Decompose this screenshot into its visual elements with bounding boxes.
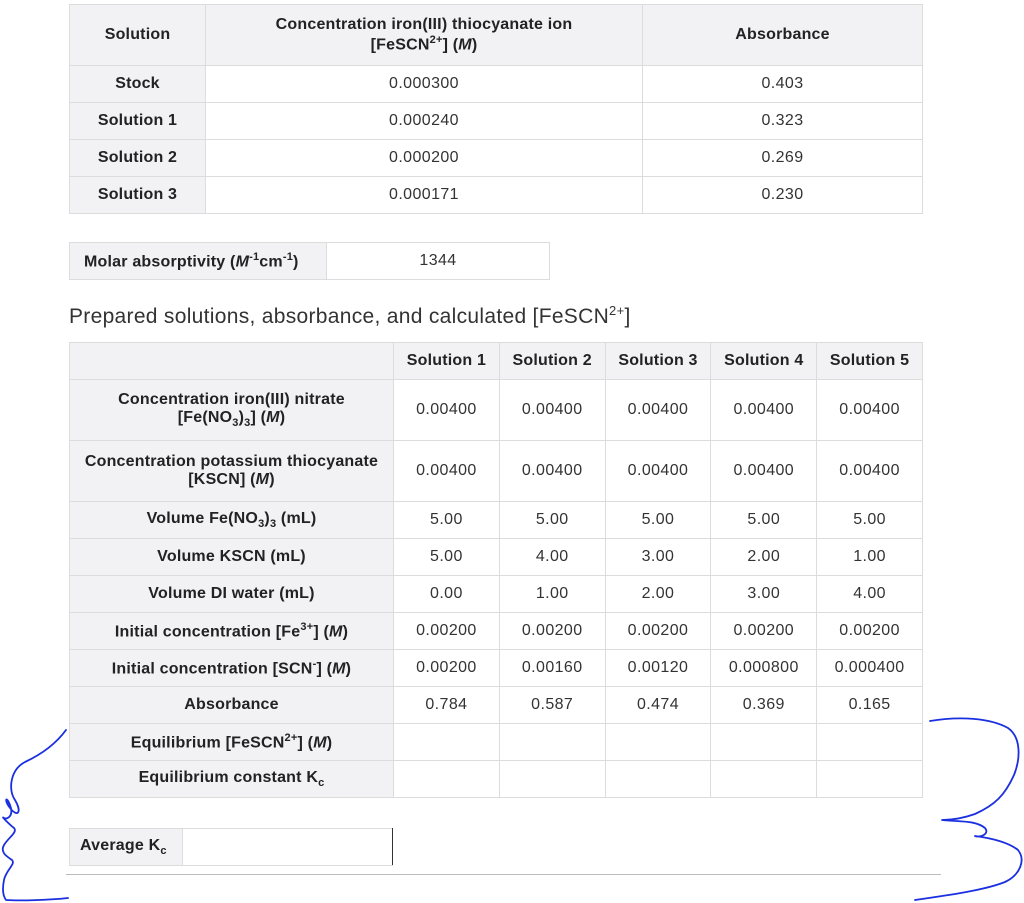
- exponent: -1: [282, 250, 294, 263]
- label-text: Initial concentration [SCN: [111, 660, 313, 678]
- column-header-solution-1: Solution 1: [394, 343, 500, 380]
- value-cell: 0.587: [499, 687, 605, 724]
- value-cell: 5.00: [817, 502, 923, 539]
- value-cell: 0.000800: [711, 650, 817, 687]
- column-header-solution-5: Solution 5: [817, 343, 923, 380]
- header-text: [FeSCN: [370, 36, 430, 54]
- value-cell: 0.00400: [499, 441, 605, 502]
- subscript: c: [318, 777, 325, 790]
- absorbance-cell: 0.403: [643, 66, 923, 103]
- charge-superscript: -: [312, 657, 317, 670]
- value-cell: 0.00400: [817, 441, 923, 502]
- label-text: ] (: [297, 734, 314, 752]
- charge-superscript: 2+: [609, 303, 625, 318]
- label-text: cm: [259, 253, 283, 271]
- header-text: ): [471, 36, 478, 54]
- value-cell: 0.00400: [394, 380, 500, 441]
- value-cell: 5.00: [711, 502, 817, 539]
- row-label-volume-kscn: Volume KSCN (mL): [70, 539, 394, 576]
- value-cell: 0.000400: [817, 650, 923, 687]
- column-header-absorbance: Absorbance: [643, 5, 923, 66]
- label-text: ] (: [313, 623, 330, 641]
- row-label: Solution 1: [70, 103, 206, 140]
- value-cell: 0.00400: [499, 380, 605, 441]
- value-cell: 0.00120: [605, 650, 711, 687]
- subscript: 3: [258, 518, 265, 531]
- column-header-solution-3: Solution 3: [605, 343, 711, 380]
- value-cell: 3.00: [605, 539, 711, 576]
- label-text: Equilibrium constant K: [138, 768, 319, 786]
- label-text: ): [238, 408, 245, 426]
- value-cell: 5.00: [394, 539, 500, 576]
- column-header-solution-4: Solution 4: [711, 343, 817, 380]
- column-header-solution-2: Solution 2: [499, 343, 605, 380]
- unit-symbol: M: [458, 36, 472, 54]
- subscript: 3: [269, 518, 277, 531]
- label-text: Equilibrium [FeSCN: [130, 734, 285, 752]
- label-text: [KSCN] (: [188, 471, 256, 488]
- label-text: ): [326, 734, 333, 752]
- label-text: Volume Fe(NO: [146, 509, 259, 527]
- label-text: [Fe(NO: [177, 408, 233, 426]
- value-cell: 0.00400: [605, 380, 711, 441]
- unit-symbol: M: [329, 623, 343, 641]
- value-cell: 0.00200: [499, 613, 605, 650]
- value-cell: 2.00: [711, 539, 817, 576]
- value-cell: 0.00200: [394, 650, 500, 687]
- row-label: Solution 2: [70, 140, 206, 177]
- value-cell: 0.784: [394, 687, 500, 724]
- exponent: -1: [249, 250, 260, 263]
- right-brace-stroke: [915, 718, 1022, 900]
- molar-absorptivity-value: 1344: [327, 243, 550, 280]
- label-text: Concentration potassium thiocyanate: [84, 453, 379, 470]
- concentration-cell: 0.000300: [206, 66, 643, 103]
- value-cell: 1.00: [499, 576, 605, 613]
- value-cell: 0.00400: [711, 441, 817, 502]
- absorbance-cell: 0.230: [643, 177, 923, 214]
- unit-symbol: M: [332, 660, 346, 678]
- value-cell: 0.00200: [394, 613, 500, 650]
- unit-symbol: M: [255, 471, 270, 488]
- value-cell: 0.00400: [394, 441, 500, 502]
- unit-symbol: M: [266, 408, 280, 426]
- label-text: (mL): [276, 509, 317, 527]
- value-cell: 0.474: [605, 687, 711, 724]
- unit-symbol: M: [235, 253, 250, 271]
- label-text: Initial concentration [Fe: [114, 623, 301, 641]
- row-label-absorbance: Absorbance: [70, 687, 394, 724]
- row-label-volume-water: Volume DI water (mL): [70, 576, 394, 613]
- value-cell: 5.00: [605, 502, 711, 539]
- value-cell: 0.369: [711, 687, 817, 724]
- label-text: ] (: [316, 660, 333, 678]
- absorbance-cell: 0.269: [643, 140, 923, 177]
- value-cell: 4.00: [817, 576, 923, 613]
- subscript: 3: [244, 417, 251, 430]
- value-cell: 4.00: [499, 539, 605, 576]
- title-text: ]: [624, 305, 631, 328]
- label-text: ): [342, 623, 349, 641]
- label-text: ] (: [250, 408, 267, 426]
- value-cell: 3.00: [711, 576, 817, 613]
- unit-symbol: M: [313, 734, 327, 752]
- value-cell: 0.00200: [605, 613, 711, 650]
- header-text: ] (: [442, 36, 459, 54]
- subscript: c: [160, 845, 167, 858]
- left-brace-stroke: [3, 730, 68, 900]
- row-label: Solution 3: [70, 177, 206, 214]
- label-text: ): [345, 660, 352, 678]
- concentration-cell: 0.000171: [206, 177, 643, 214]
- label-text: ): [293, 253, 299, 271]
- charge-superscript: 2+: [429, 33, 443, 46]
- concentration-cell: 0.000240: [206, 103, 643, 140]
- column-header-solution: Solution: [70, 5, 206, 66]
- label-text: ): [264, 509, 270, 527]
- value-cell: 5.00: [499, 502, 605, 539]
- value-cell: 0.00: [394, 576, 500, 613]
- title-text: Prepared solutions, absorbance, and calculated [FeSCN: [69, 305, 610, 328]
- row-label: Stock: [70, 66, 206, 103]
- header-text: Concentration iron(III) thiocyanate ion: [275, 15, 573, 33]
- label-text: Average K: [80, 836, 161, 854]
- concentration-cell: 0.000200: [206, 140, 643, 177]
- value-cell: 2.00: [605, 576, 711, 613]
- value-cell: 1.00: [817, 539, 923, 576]
- value-cell: 0.00160: [499, 650, 605, 687]
- charge-superscript: 3+: [300, 620, 314, 633]
- absorbance-cell: 0.323: [643, 103, 923, 140]
- value-cell: 0.00400: [711, 380, 817, 441]
- value-cell: 0.00400: [605, 441, 711, 502]
- charge-superscript: 2+: [284, 731, 298, 744]
- label-text: ): [279, 408, 286, 426]
- label-text: Molar absorptivity (: [84, 253, 236, 271]
- label-text: Concentration iron(III) nitrate: [118, 390, 345, 408]
- label-text: ): [269, 471, 275, 488]
- value-cell: 0.00200: [711, 613, 817, 650]
- value-cell: 0.00200: [817, 613, 923, 650]
- value-cell: 0.00400: [817, 380, 923, 441]
- value-cell: 0.165: [817, 687, 923, 724]
- value-cell: 5.00: [394, 502, 500, 539]
- subscript: 3: [232, 417, 239, 430]
